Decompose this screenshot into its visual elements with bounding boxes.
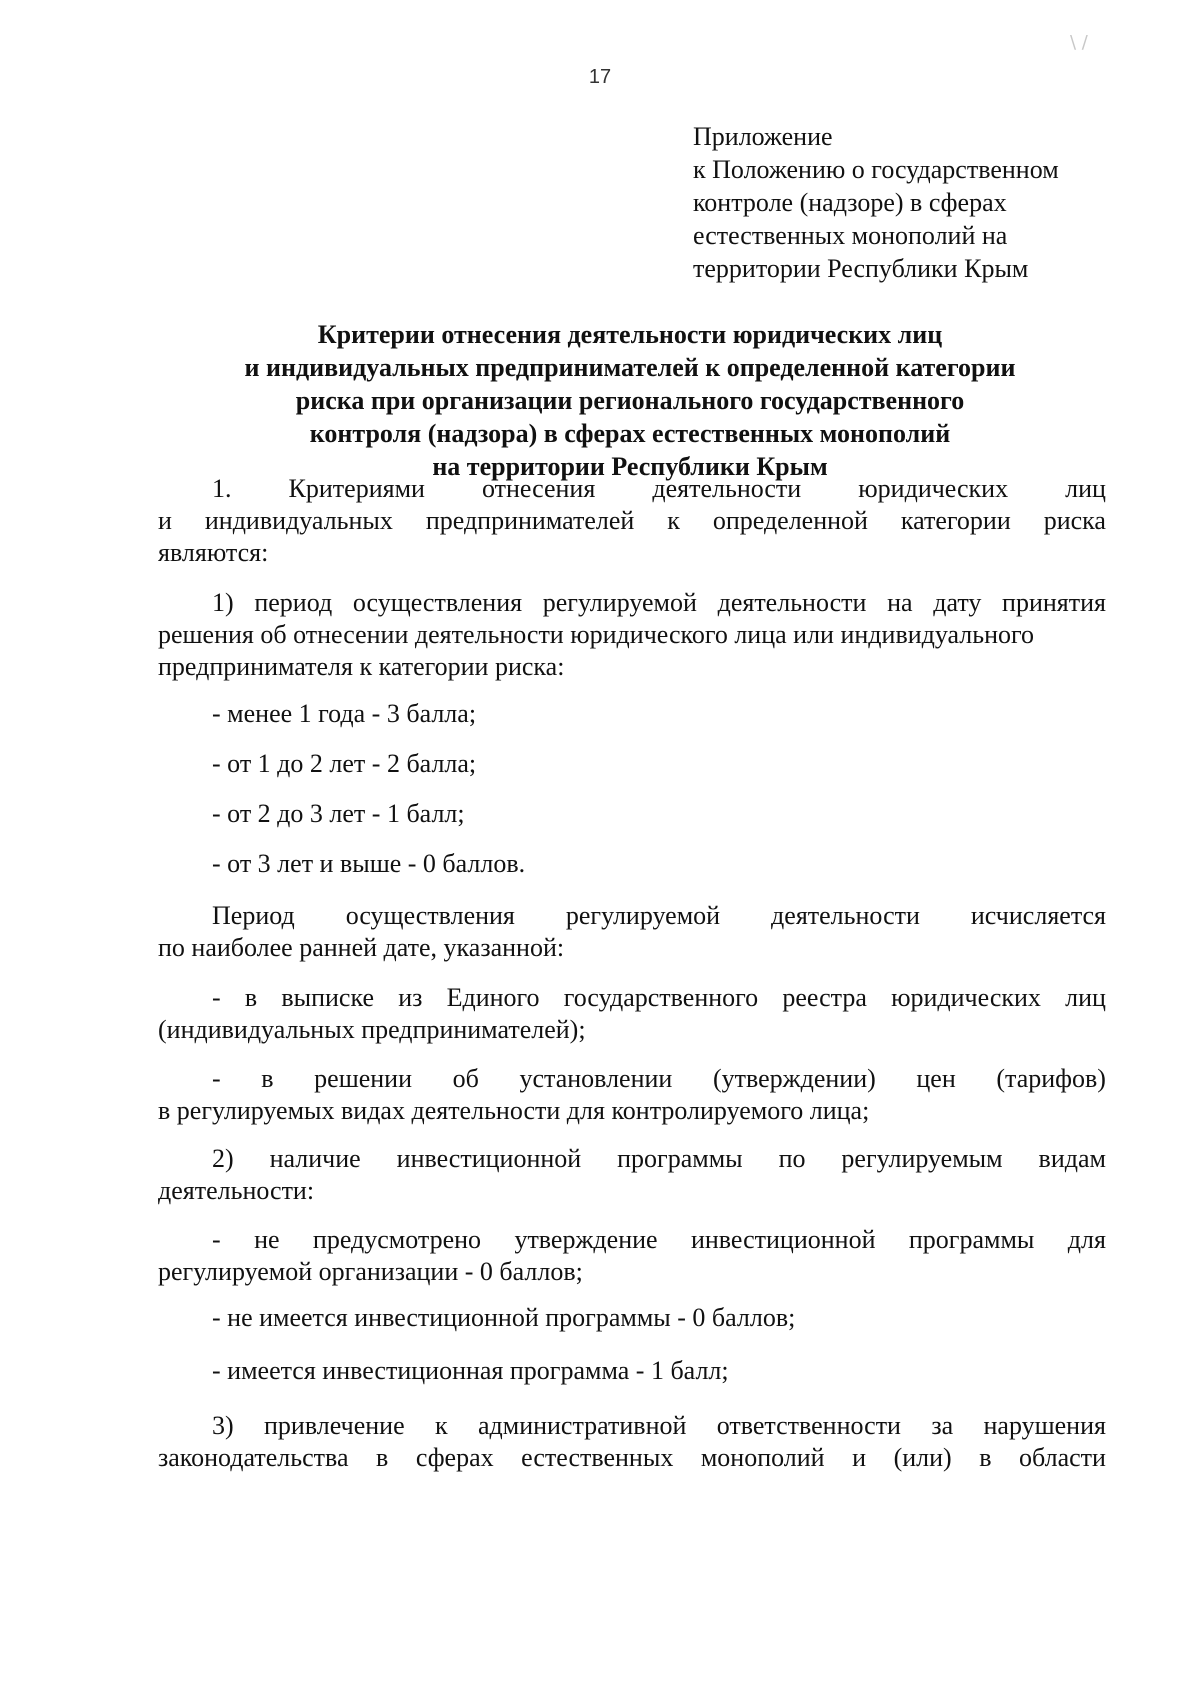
word: регулируемой xyxy=(542,588,697,617)
annex-line: Приложение xyxy=(693,122,833,151)
word: и xyxy=(158,506,172,535)
word: и xyxy=(852,1443,867,1472)
title-line: Критерии отнесения деятельности юридических лиц xyxy=(317,320,943,349)
word: - xyxy=(212,983,221,1012)
word: монополий xyxy=(700,1443,825,1472)
word: ответственности xyxy=(716,1411,901,1440)
word: (тарифов) xyxy=(996,1064,1106,1093)
word: период xyxy=(254,588,333,617)
word: не xyxy=(254,1225,280,1254)
paragraph-period xyxy=(158,587,1106,683)
list-item: - от 3 лет и выше - 0 баллов. xyxy=(212,849,526,878)
word: осуществления xyxy=(345,901,515,930)
word: юридических xyxy=(858,474,1009,503)
word: государственного xyxy=(563,983,759,1012)
word: наличие xyxy=(269,1144,361,1173)
list-item: - менее 1 года - 3 балла; xyxy=(212,699,477,728)
word: (или) xyxy=(893,1443,952,1472)
word: 1) xyxy=(212,588,234,617)
text-line: (индивидуальных предпринимателей); xyxy=(158,1015,586,1044)
word: по xyxy=(778,1144,806,1173)
justified-line xyxy=(158,1143,1106,1175)
justified-line xyxy=(158,982,1106,1014)
justified-line xyxy=(158,505,1106,537)
word: естественных xyxy=(521,1443,674,1472)
word: инвестиционной xyxy=(396,1144,582,1173)
paragraph-criteria-intro xyxy=(158,473,1106,569)
word: категории xyxy=(900,506,1011,535)
text-line: являются: xyxy=(158,538,269,567)
word: индивидуальных xyxy=(204,506,393,535)
word: программы xyxy=(617,1144,743,1173)
word: лиц xyxy=(1065,983,1106,1012)
title-line: риска при организации регионального государственного xyxy=(295,386,965,415)
word: выписке xyxy=(281,983,374,1012)
justified-line xyxy=(158,1063,1106,1095)
word: определенной xyxy=(712,506,868,535)
word: сферах xyxy=(415,1443,494,1472)
word: в xyxy=(244,983,258,1012)
text-line: решения об отнесении деятельности юридического лица или индивидуального xyxy=(158,620,1035,649)
justified-line xyxy=(158,1410,1106,1442)
word: юридических xyxy=(891,983,1041,1012)
annex-line: территории Республики Крым xyxy=(693,254,1029,283)
word: Единого xyxy=(446,983,540,1012)
word: решении xyxy=(314,1064,413,1093)
list-item: - от 1 до 2 лет - 2 балла; xyxy=(212,749,477,778)
word: установлении xyxy=(519,1064,673,1093)
word: области xyxy=(1019,1443,1106,1472)
word: на xyxy=(887,588,913,617)
word: видам xyxy=(1038,1144,1106,1173)
word: - xyxy=(212,1064,221,1093)
word: об xyxy=(452,1064,479,1093)
title-line: контроля (надзора) в сферах естественных монополий xyxy=(309,419,951,448)
justified-line xyxy=(158,473,1106,505)
word: (утверждении) xyxy=(712,1064,876,1093)
text-line: деятельности: xyxy=(158,1176,315,1205)
word: регулируемым xyxy=(841,1144,1003,1173)
word: за xyxy=(931,1411,954,1440)
word: дату xyxy=(933,588,982,617)
list-item: - от 2 до 3 лет - 1 балл; xyxy=(212,799,465,828)
word: предусмотрено xyxy=(312,1225,482,1254)
annex-line: контроле (надзоре) в сферах xyxy=(693,188,1007,217)
word: законодательства xyxy=(158,1443,349,1472)
word: инвестиционной xyxy=(690,1225,876,1254)
text-line: предпринимателя к категории риска: xyxy=(158,652,565,681)
paragraph-investment xyxy=(158,1143,1106,1207)
text-line: по наиболее ранней дате, указанной: xyxy=(158,933,565,962)
page-number: 17 xyxy=(588,66,612,88)
word: деятельности xyxy=(771,901,920,930)
title-line: и индивидуальных предпринимателей к определенной категории xyxy=(244,353,1016,382)
word: 1. xyxy=(212,474,232,503)
word: отнесения xyxy=(482,474,596,503)
word: - xyxy=(212,1225,221,1254)
annex-header xyxy=(693,120,1153,285)
justified-line xyxy=(158,587,1106,619)
word: административной xyxy=(477,1411,687,1440)
word: программы xyxy=(908,1225,1035,1254)
word: нарушения xyxy=(983,1411,1106,1440)
word: 3) xyxy=(212,1411,234,1440)
word: осуществления xyxy=(352,588,523,617)
paragraph-not-provided xyxy=(158,1224,1106,1288)
word: в xyxy=(979,1443,992,1472)
word: утверждение xyxy=(514,1225,658,1254)
word: предпринимателей xyxy=(425,506,635,535)
list-item: - не имеется инвестиционной программы - 0 баллов; xyxy=(212,1303,796,1332)
text-line: в регулируемых видах деятельности для контролируемого лица; xyxy=(158,1096,870,1125)
word: цен xyxy=(916,1064,956,1093)
scan-artifact: \ / xyxy=(1070,32,1088,53)
word: реестра xyxy=(782,983,867,1012)
list-item: - имеется инвестиционная программа - 1 балл; xyxy=(212,1356,729,1385)
title-line: на территории Республики Крым xyxy=(432,452,828,481)
word: риска xyxy=(1043,506,1106,535)
word: деятельности xyxy=(717,588,867,617)
justified-line xyxy=(158,1224,1106,1256)
annex-line: к Положению о государственном xyxy=(693,155,1059,184)
paragraph-tariffs xyxy=(158,1063,1106,1127)
text-line: регулируемой организации - 0 баллов; xyxy=(158,1257,583,1286)
annex-line: естественных монополий на xyxy=(693,221,1008,250)
justified-line xyxy=(158,900,1106,932)
word: для xyxy=(1067,1225,1106,1254)
word: привлечение xyxy=(264,1411,405,1440)
word: из xyxy=(398,983,423,1012)
word: исчисляется xyxy=(970,901,1106,930)
paragraph-registry xyxy=(158,982,1106,1046)
word: в xyxy=(261,1064,274,1093)
word: принятия xyxy=(1002,588,1106,617)
paragraph-liability xyxy=(158,1410,1106,1474)
word: 2) xyxy=(212,1144,234,1173)
justified-line xyxy=(158,1442,1106,1474)
word: лиц xyxy=(1065,474,1106,503)
paragraph-period-calc xyxy=(158,900,1106,964)
word: к xyxy=(434,1411,448,1440)
word: деятельности xyxy=(652,474,802,503)
word: Период xyxy=(212,901,295,930)
document-title xyxy=(150,318,1110,483)
word: регулируемой xyxy=(565,901,721,930)
word: Критериями xyxy=(288,474,425,503)
word: к xyxy=(667,506,680,535)
word: в xyxy=(376,1443,389,1472)
